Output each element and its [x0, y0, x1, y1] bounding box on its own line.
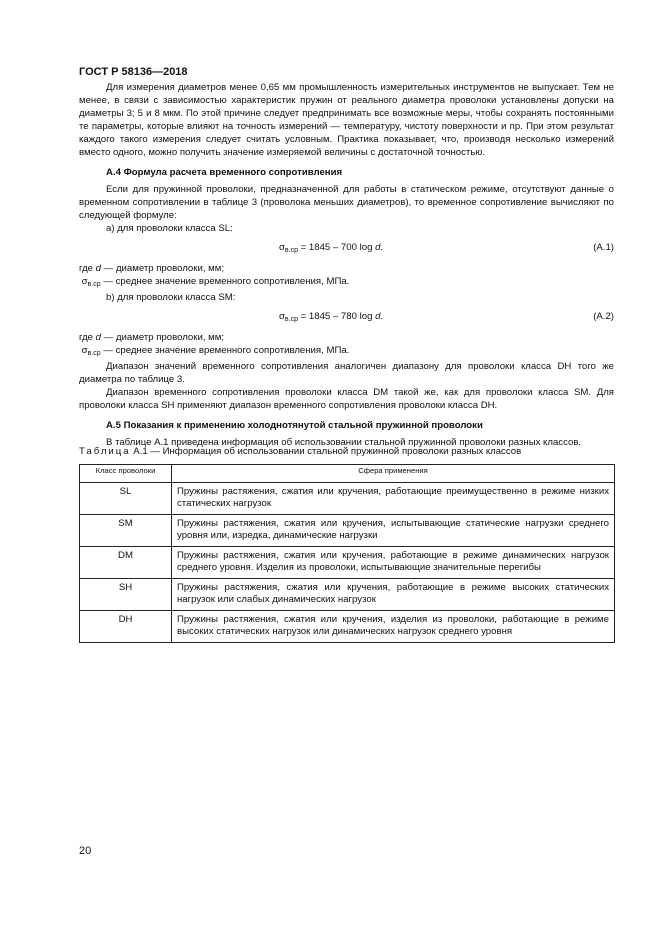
table-row	[80, 515, 615, 547]
table-row	[80, 611, 615, 643]
section-a4-heading: А.4 Формула расчета временного сопротивления	[106, 167, 343, 178]
column-header-application: Сфера применения	[172, 465, 615, 483]
section-a5-heading: А.5 Показания к применению холоднотянутой стальной пружинной проволоки	[106, 420, 483, 431]
table-row	[80, 483, 615, 515]
wire-class-cell: DM	[80, 547, 172, 579]
table-row	[80, 579, 615, 611]
table-caption: Таблица А.1 — Информация об использовании стальной пружинной проволоки разных классов	[79, 446, 522, 457]
item-b: b) для проволоки класса SM:	[106, 292, 236, 303]
page-number: 20	[79, 845, 92, 857]
application-cell: Пружины растяжения, сжатия или кручения, изделия из проволоки, работающие в режиме высоких статических нагрузок или динамических нагрузок среднего уровня	[172, 611, 615, 643]
wire-class-cell: SH	[80, 579, 172, 611]
wire-class-cell: SM	[80, 515, 172, 547]
where-sigma-1: $\sigma_{в.ср}$ — среднее значение временного сопротивления, МПа.	[81, 276, 350, 288]
table-row	[80, 547, 615, 579]
section-a4-paragraph: Если для пружинной проволоки, предназначенной для работы в статическом режиме, отсутствуют данные о временном сопротивлении в таблице 3 (проволока меньших диаметров), то временное сопротивление вычисляют по следующей формуле:	[79, 184, 614, 221]
application-cell: Пружины растяжения, сжатия или кручения, работающие в режиме высоких статических нагрузок или слабых динамических нагрузок	[172, 579, 615, 611]
range-paragraph-1: Диапазон значений временного сопротивления аналогичен диапазону для проволоки класса DH того же диаметра по таблице 3.	[79, 361, 614, 385]
document-header: ГОСТ Р 58136—2018	[79, 66, 188, 78]
formula-a2-number: (А.2)	[593, 311, 614, 322]
wire-class-cell: SL	[80, 483, 172, 515]
main-text	[79, 81, 614, 449]
range-paragraph-2: Диапазон временного сопротивления проволоки класса DM такой же, как для проволоки класса SM. Для проволоки класса SH применяют диапазон временного сопротивления проволоки класса DH.	[79, 387, 614, 411]
formula-a1-number: (А.1)	[593, 242, 614, 253]
intro-paragraph: Для измерения диаметров менее 0,65 мм промышленность измерительных инструментов не выпускает. Тем не менее, в связи с зависимостью характеристик пружин от реального диаметра проволоки установлены допуски на диаметры 3; 5 и 8 мкм. По этой причине следует предпринимать все возможные меры, чтобы сохранять постоянными те параметры, которые влияют на точность измерений — температуру, чистоту поверхности и пр. При этом результат каждого такого измерения следует считать условным. Практика показывает, что, производя несколько измерений вместо одного, можно получить значение измеряемой величины с достаточной точностью.	[79, 82, 614, 158]
where-sigma-2: $\sigma_{в.ср}$ — среднее значение временного сопротивления, МПа.	[81, 345, 350, 357]
item-a: а) для проволоки класса SL:	[106, 223, 233, 234]
column-header-class: Класс проволоки	[80, 465, 172, 483]
where-d-1: где d — диаметр проволоки, мм;	[79, 263, 225, 274]
where-d-2: где d — диаметр проволоки, мм;	[79, 332, 225, 343]
table-header-row	[80, 465, 615, 483]
application-cell: Пружины растяжения, сжатия или кручения, работающие в режиме динамических нагрузок среднего уровня. Изделия из проволоки, испытывающие значительные перегибы	[172, 547, 615, 579]
application-cell: Пружины растяжения, сжатия или кручения, испытывающие статические нагрузки среднего уровня или, изредка, динамические нагрузки	[172, 515, 615, 547]
section-a5-paragraph: В таблице А.1 приведена информация об использовании стальной пружинной проволоки разных классов.	[106, 437, 582, 448]
formula-a2: $\sigma_{в.ср} = 1845 - 780$ log d. (А.2)	[279, 311, 614, 323]
wire-class-cell: DH	[80, 611, 172, 643]
application-cell: Пружины растяжения, сжатия или кручения, работающие преимущественно в режиме низких статических нагрузок	[172, 483, 615, 515]
formula-a1: $\sigma_{в.ср} = 1845 - 700$ log d. (А.1)	[279, 242, 614, 254]
usage-table	[79, 464, 615, 643]
